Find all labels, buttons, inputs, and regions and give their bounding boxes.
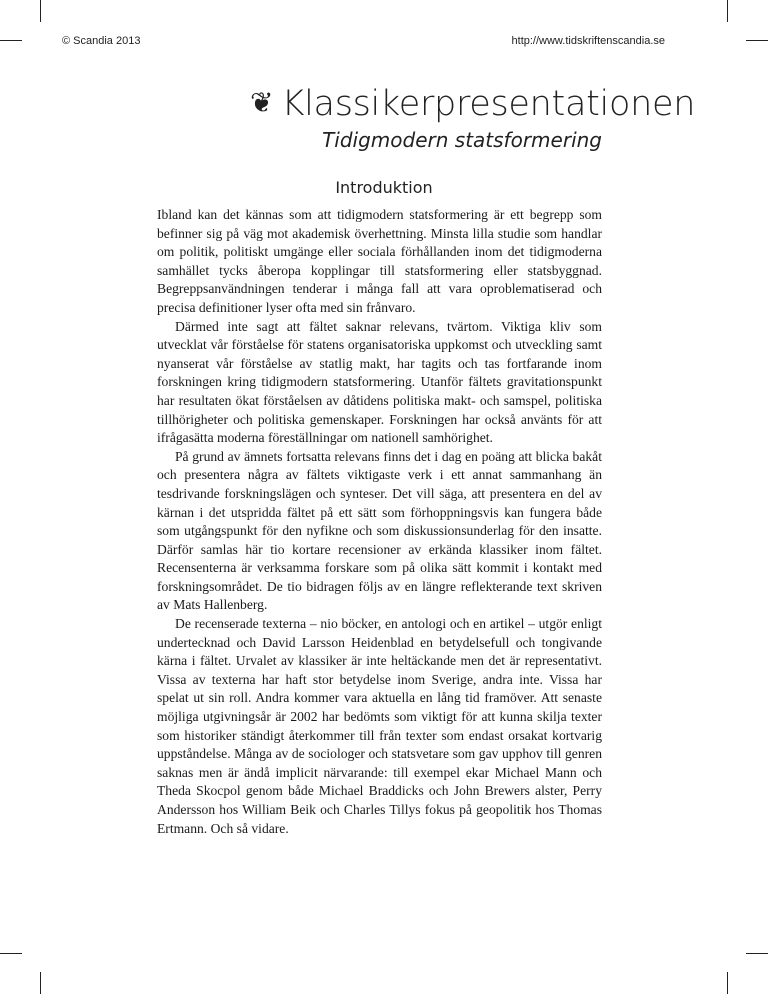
- crop-mark: [746, 953, 768, 954]
- body-text: [157, 206, 602, 838]
- crop-mark: [40, 0, 41, 22]
- paragraph: Därmed inte sagt att fältet saknar relevans, tvärtom. Viktiga kliv som utvecklat vår förståelse för statens organisatoriska uppkomst och utveckling samt nyanserat vår förståelse av statlig makt, har tagits och tas fortfarande inom forskningen kring tidigmodern statsformering. Utanför fältets gravitationspunkt har resultaten ökat förståelsen av dåtidens politiska makt- och samspel, politiska tillhörigheter och politiska gemenskaper. Forskningen har också använts för att ifrågasätta moderna föreställningar om nationell samhörighet.: [157, 318, 602, 446]
- crop-mark: [727, 0, 728, 22]
- crop-mark: [0, 40, 22, 41]
- journal-url[interactable]: http://www.tidskriftenscandia.se: [511, 35, 665, 47]
- copyright-notice: © Scandia 2013: [62, 35, 141, 47]
- page-subtitle: Tidigmodern statsformering: [322, 128, 602, 152]
- paragraph: De recenserade texterna – nio böcker, en antologi och en artikel – utgör enligt undertecknad och David Larsson Heidenblad en betydelsefull och tongivande kärna i fältet. Urvalet av klassiker är inte heltäckande men det är representativt. Vissa av texterna har haft stor betydelse inom Sverige, andra inte. Vissa har spelat ut sin roll. Andra kommer vara aktuella en lång tid framöver. Att senaste möjliga utgivningsår är 2002 har bedömts som viktigt för att kunna skilja texter som historiker ständigt återkommer till från texter som endast orsakat kortvarig uppståndelse. Många av de sociologer och statsvetare som gav upphov till genren saknas men är ändå implicit närvarande: till exempel ekar Michael Mann och Theda Skocpol genom både Michael Braddicks och John Brewers alster, Perry Andersson hos William Beik och Charles Tillys fokus på geopolitik hos Thomas Ertmann. Och så vidare.: [157, 616, 602, 836]
- crop-mark: [727, 972, 728, 994]
- floral-heart-icon: ❦: [250, 88, 274, 119]
- section-heading: Introduktion: [335, 178, 433, 197]
- paragraph: Ibland kan det kännas som att tidigmodern statsformering är ett begrepp som befinner sig på väg mot akademisk överhettning. Minsta lilla studie som handlar om politik, politiskt umgänge eller sociala förhållanden inom det tidigmoderna samhället tycks åberopa kopplingar till statsformering eller statsbyggnad. Begreppsanvändningen tenderar i många fall att vara oproblematiserad och precisa definitioner lyser ofta med sin frånvaro.: [157, 207, 602, 315]
- paragraph: På grund av ämnets fortsatta relevans finns det i dag en poäng att blicka bakåt och presentera några av fältets viktigaste verk i ett annat sammanhang än tesdrivande forskningslägen och synteser. Det vill säga, att presentera en del av kärnan i det utspridda fältet på ett sätt som förhoppningsvis kan fungera både som utgångspunkt för den nyfikne och som diskussionsunderlag för den insatte. Därför samlas här tio kortare recensioner av erkända klassiker inom fältet. Recensenterna är verksamma forskare som på olika sätt kommit i kontakt med forskningsområdet. De tio bidragen följs av en längre reflekterande text skriven av Mats Hallenberg.: [157, 448, 602, 613]
- crop-mark: [0, 953, 22, 954]
- title-block: [250, 84, 696, 124]
- page-title: Klassikerpresentationen: [281, 84, 696, 124]
- crop-mark: [40, 972, 41, 994]
- crop-mark: [746, 40, 768, 41]
